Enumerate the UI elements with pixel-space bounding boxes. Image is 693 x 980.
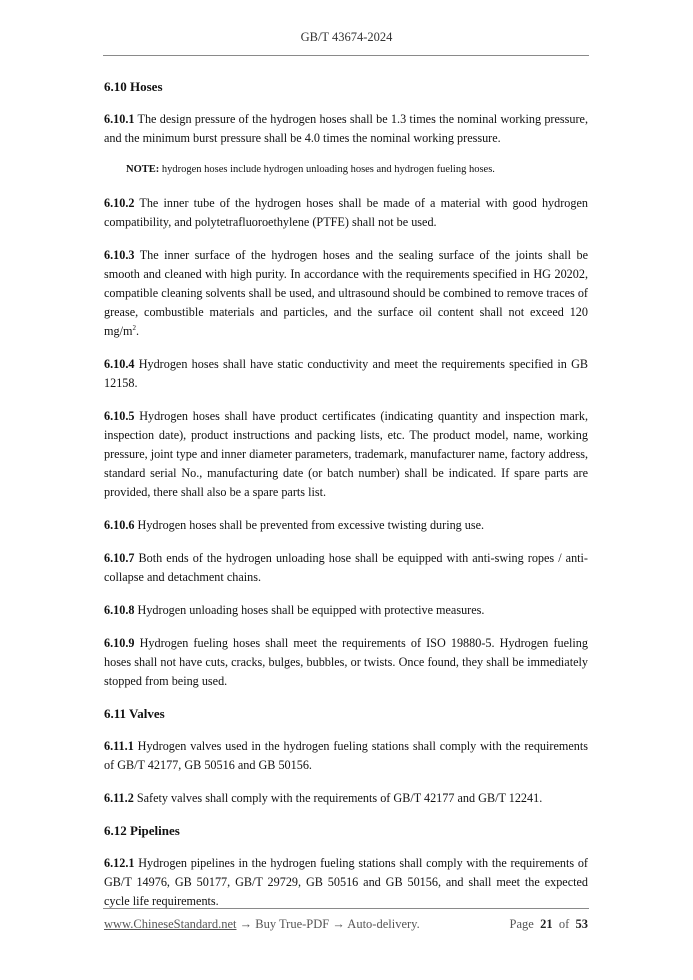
clause-number: 6.10.7: [104, 551, 135, 565]
clause-6-12-1: [104, 854, 588, 911]
clause-text: Hydrogen hoses shall be prevented from excessive twisting during use.: [137, 518, 485, 532]
clause-number: 6.10.1: [104, 112, 135, 126]
clause-6-10-4: [104, 355, 588, 393]
document-id-header: GB/T 43674-2024: [300, 30, 393, 44]
clause-6-10-9: [104, 634, 588, 691]
clause-6-10-7: [104, 549, 588, 587]
clause-number: 6.10.2: [104, 196, 135, 210]
clause-number: 6.10.4: [104, 357, 135, 371]
clause-6-10-8: [104, 601, 588, 620]
clause-text: Hydrogen hoses shall have static conductivity and meet the requirements specified in GB 12158.: [104, 357, 588, 390]
note-6-10: [126, 162, 588, 178]
clause-text: Hydrogen pipelines in the hydrogen fueling stations shall comply with the requirements of GB/T 14976, GB 50177, GB/T 29729, GB 50516 and GB 50156, and shall meet the expected cycle life requirements.: [104, 856, 588, 908]
footer-divider: [103, 908, 589, 909]
clause-text: Hydrogen unloading hoses shall be equipped with protective measures.: [137, 603, 485, 617]
footer-promo: [104, 917, 420, 932]
page-number: [510, 917, 588, 932]
clause-text: Safety valves shall comply with the requirements of GB/T 42177 and GB/T 12241.: [136, 791, 543, 805]
clause-number: 6.10.8: [104, 603, 135, 617]
clause-text: Hydrogen valves used in the hydrogen fueling stations shall comply with the requirements of GB/T 42177, GB 50516 and GB 50156.: [104, 739, 588, 772]
page-content: [104, 78, 588, 925]
footer-promo-text: → Buy True-PDF → Auto-delivery.: [236, 917, 420, 931]
clause-6-10-5: [104, 407, 588, 502]
clause-number: 6.10.6: [104, 518, 135, 532]
page-total: 53: [575, 917, 588, 931]
of-label: of: [558, 917, 570, 931]
clause-6-11-1: [104, 737, 588, 775]
clause-6-10-6: [104, 516, 588, 535]
section-heading-6-12: 6.12 Pipelines: [104, 823, 180, 838]
clause-number: 6.12.1: [104, 856, 135, 870]
clause-number: 6.10.9: [104, 636, 135, 650]
clause-number: 6.10.3: [104, 248, 135, 262]
section-heading-6-10: 6.10 Hoses: [104, 79, 163, 94]
clause-text: The inner surface of the hydrogen hoses and the sealing surface of the joints shall be smooth and cleaned with high purity. In accordance with the requirements specified in HG 20202, compatible cleaning solvents shall be used, and ultrasound should be combined to remove traces of grease, combustible materials and particles, and the surface oil content shall not exceed 120 mg/m: [104, 248, 589, 338]
page-label: Page: [509, 917, 534, 931]
page-current: 21: [540, 917, 553, 931]
note-label: NOTE:: [126, 164, 160, 175]
clause-number: 6.11.1: [104, 739, 134, 753]
clause-number: 6.11.2: [104, 791, 134, 805]
note-text: hydrogen hoses include hydrogen unloading hoses and hydrogen fueling hoses.: [161, 164, 495, 175]
website-link[interactable]: www.ChineseStandard.net: [104, 917, 237, 931]
clause-6-10-3: [104, 246, 588, 341]
clause-text: The inner tube of the hydrogen hoses shall be made of a material with good hydrogen compatibility, and polytetrafluoroethylene (PTFE) shall not be used.: [104, 196, 588, 229]
section-heading-6-11: 6.11 Valves: [104, 706, 165, 721]
clause-text: Both ends of the hydrogen unloading hose shall be equipped with anti-swing ropes / anti-collapse and detachment chains.: [104, 551, 588, 584]
superscript: 2: [132, 323, 136, 332]
clause-6-10-1: [104, 110, 588, 148]
header-divider: [103, 55, 589, 56]
clause-6-11-2: [104, 789, 588, 808]
clause-text: The design pressure of the hydrogen hoses shall be 1.3 times the nominal working pressure, and the minimum burst pressure shall be 4.0 times the nominal working pressure.: [104, 112, 588, 145]
clause-text: Hydrogen hoses shall have product certificates (indicating quantity and inspection mark, inspection date), product instructions and packing lists, etc. The product model, name, working pressure, joint type and inner diameter parameters, trademark, manufacturer name, factory address, standard serial No., manufacturing date (or batch number) shall be indicated. If spare parts are provided, there shall also be a spare parts list.: [104, 409, 589, 499]
clause-number: 6.10.5: [104, 409, 135, 423]
clause-text: Hydrogen fueling hoses shall meet the requirements of ISO 19880-5. Hydrogen fueling hoses shall not have cuts, cracks, bulges, bubbles, or twists. Once found, they shall be immediately stopped from being used.: [104, 636, 588, 688]
clause-6-10-2: [104, 194, 588, 232]
clause-end: .: [135, 324, 139, 338]
